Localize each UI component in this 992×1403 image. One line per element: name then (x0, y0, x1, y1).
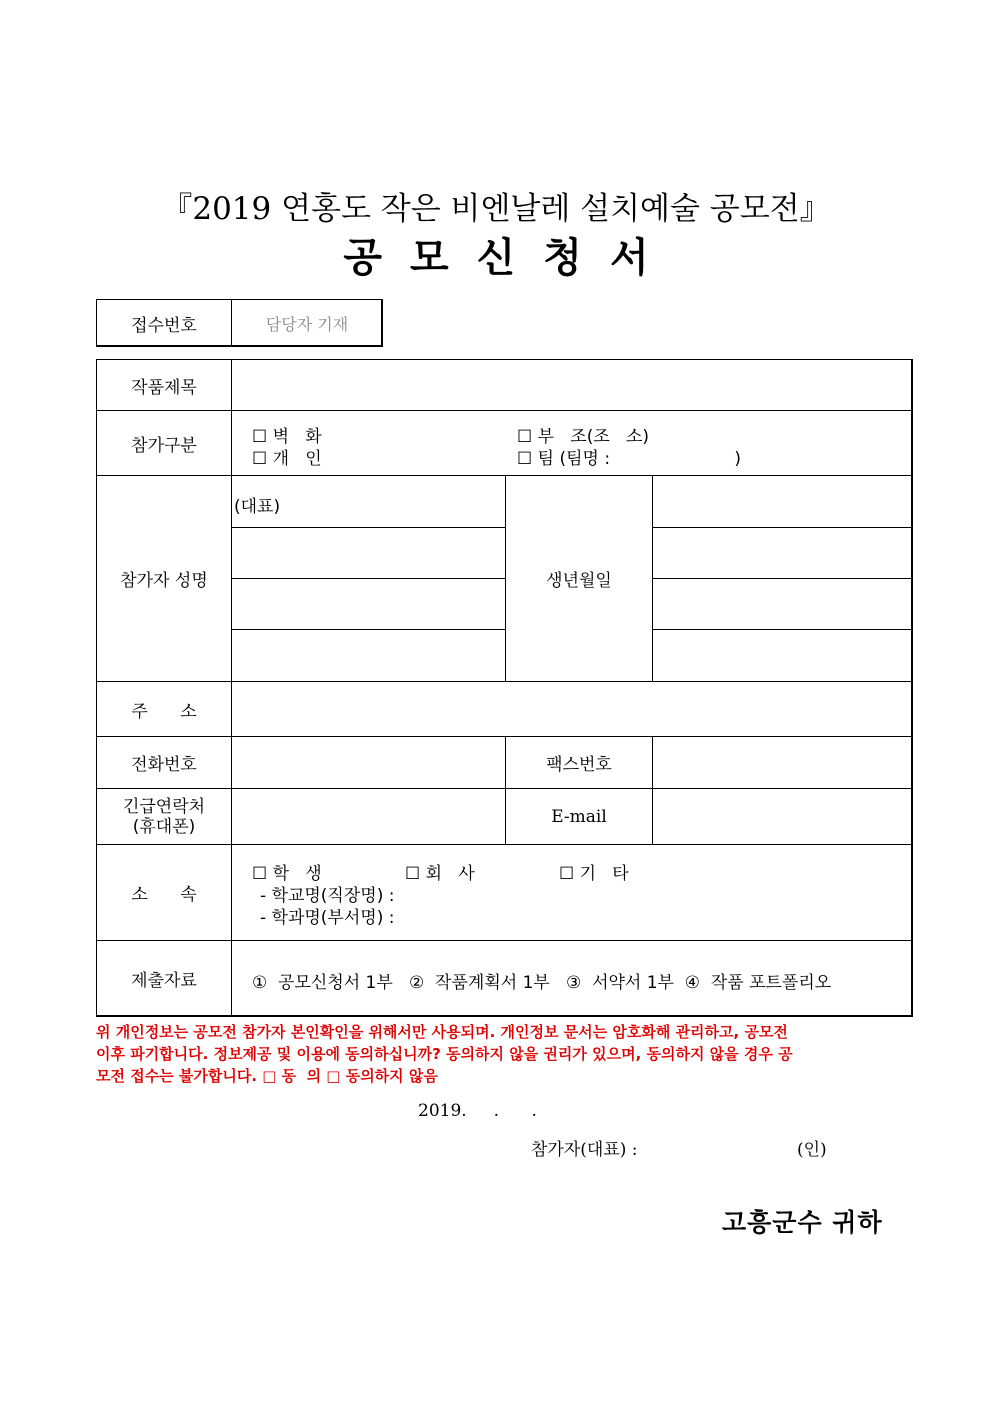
checkbox-individual[interactable]: ☐ 개 인 (252, 449, 322, 469)
checkbox-mural[interactable]: ☐ 벽 화 (252, 427, 322, 447)
birthdate-field-2[interactable] (653, 528, 912, 578)
address-field[interactable] (232, 682, 912, 736)
address-label: 주 소 (131, 701, 197, 722)
category-label: 참가구분 (131, 435, 197, 456)
application-form-table (96, 359, 913, 1017)
submission-label: 제출자료 (131, 971, 197, 991)
date-field[interactable]: 2019. . . (418, 1101, 537, 1121)
form-title: 공모신청서 (343, 234, 677, 281)
receipt-box (96, 299, 383, 347)
submission-items: ① 공모신청서 1부 ② 작품계획서 1부 ③ 서약서 1부 ④ 작품 포트폴리오 (252, 973, 832, 993)
work-title-field[interactable] (232, 360, 912, 410)
seal-mark: (인) (797, 1140, 827, 1160)
checkbox-team[interactable]: ☐ 팀 (팀명 : ) (517, 449, 741, 469)
fax-label: 팩스번호 (546, 755, 612, 775)
receipt-number-label: 접수번호 (97, 300, 232, 346)
school-name-field[interactable]: - 학교명(직장명) : (260, 886, 395, 906)
affiliation-label: 소 속 (131, 885, 197, 905)
checkbox-student[interactable]: ☐ 학 생 (252, 864, 322, 884)
checkbox-other[interactable]: ☐ 기 타 (559, 864, 629, 884)
department-name-field[interactable]: - 학과명(부서명) : (260, 908, 395, 928)
emergency-contact-label-line2: (휴대폰) (132, 816, 196, 837)
participant-name-field-2[interactable] (232, 528, 505, 578)
privacy-notice-line1: 위 개인정보는 공모전 참가자 본인확인을 위해서만 사용되며. 개인정보 문서는 암호화해 관리하고, 공모전 (96, 1023, 788, 1041)
privacy-notice (96, 1021, 913, 1087)
birthdate-field-1[interactable] (653, 476, 912, 527)
phone-label: 전화번호 (131, 755, 197, 775)
privacy-notice-line3: 모전 접수는 불가합니다. □ 동 의 □ 동의하지 않음 (96, 1067, 438, 1085)
phone-field[interactable] (232, 737, 505, 788)
addressee: 고흥군수 귀하 (722, 1208, 883, 1237)
representative-hint: (대표) (234, 497, 281, 517)
email-label: E-mail (551, 806, 607, 827)
emergency-contact-field[interactable] (232, 789, 505, 844)
participant-name-label: 참가자 성명 (120, 571, 208, 591)
emergency-contact-label-line1: 긴급연락처 (122, 796, 206, 817)
fax-field[interactable] (653, 737, 912, 788)
email-field[interactable] (653, 789, 912, 844)
checkbox-sculpture[interactable]: ☐ 부 조(조 소) (517, 427, 650, 447)
birthdate-label: 생년월일 (546, 571, 612, 591)
privacy-notice-line2: 이후 파기합니다. 정보제공 및 이용에 동의하십니까? 동의하지 않을 권리가 있으며, 동의하지 않을 경우 공 (96, 1045, 793, 1063)
receipt-number-field[interactable]: 담당자 기재 (265, 314, 349, 334)
participant-name-field-3[interactable] (232, 579, 505, 629)
emergency-contact-label (97, 789, 231, 844)
birthdate-field-4[interactable] (653, 630, 912, 681)
participant-name-field-4[interactable] (232, 630, 505, 681)
checkbox-company[interactable]: ☐ 회 사 (405, 864, 475, 884)
document-title: 『2019 연홍도 작은 비엔날레 설치예술 공모전』 (161, 191, 831, 227)
birthdate-field-3[interactable] (653, 579, 912, 629)
work-title-label: 작품제목 (131, 377, 197, 398)
signer-label: 참가자(대표) : (531, 1140, 638, 1160)
participant-name-field-1[interactable] (232, 476, 505, 527)
